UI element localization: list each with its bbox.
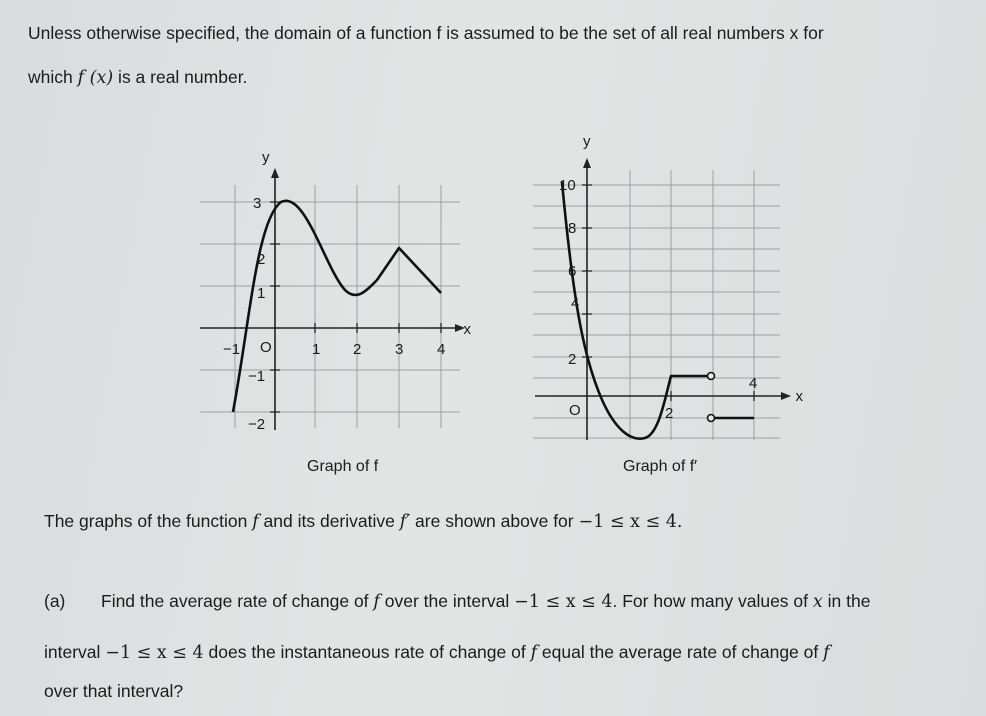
y-tick-label: 10 — [559, 177, 576, 194]
intro-text-1: Unless otherwise specified, the domain of a function f is assumed to be the set of all real numbers x for — [28, 23, 824, 43]
x-axis-label: x — [795, 388, 803, 405]
intro-text-2b: is a real number. — [113, 67, 248, 87]
f-symbol: f — [823, 643, 830, 663]
statement-text: are shown above for — [410, 511, 579, 531]
question-a-line-1-body — [101, 590, 870, 613]
x-tick-label: 3 — [395, 341, 404, 358]
x-tick-label: −1 — [223, 341, 241, 358]
axes — [200, 168, 465, 430]
x-symbol: x — [812, 592, 823, 612]
y-tick-label: 2 — [568, 351, 577, 368]
question-label: (a) — [44, 591, 66, 611]
origin-label: O — [569, 402, 581, 419]
y-tick-label: 2 — [257, 251, 266, 268]
y-axis-label: y — [583, 133, 591, 150]
question-a-line-2 — [44, 641, 830, 664]
question-text: . For how many values of — [612, 591, 813, 611]
intro-line-1 — [28, 22, 824, 44]
intro-line-2 — [28, 66, 247, 89]
origin-label: O — [260, 339, 272, 356]
x-axis-label: x — [463, 321, 471, 338]
question-text: does the instantaneous rate of change of — [203, 642, 531, 662]
open-endpoint — [708, 415, 715, 422]
f-prime-symbol: f′ — [399, 512, 411, 532]
question-a-line-1 — [44, 590, 65, 612]
f-symbol: f — [252, 512, 259, 532]
question-text: interval — [44, 642, 106, 662]
interval-expression: −1 ≤ x ≤ 4. — [578, 512, 683, 532]
interval-expression: −1 ≤ x ≤ 4 — [105, 643, 204, 663]
tick-marks — [582, 185, 754, 401]
y-tick-label: 4 — [571, 295, 580, 312]
y-tick-label: 6 — [568, 263, 577, 280]
x-tick-label: 2 — [665, 405, 674, 422]
question-text: Find the average rate of change of — [101, 591, 374, 611]
y-axis-label: y — [262, 149, 270, 166]
grid — [200, 185, 460, 428]
question-text: equal the average rate of change of — [537, 642, 824, 662]
statement-text: The graphs of the function — [44, 511, 253, 531]
statement-text: and its derivative — [258, 511, 400, 531]
question-text: over that interval? — [44, 681, 184, 701]
question-text: in the — [822, 591, 871, 611]
interval-expression: −1 ≤ x ≤ 4 — [514, 592, 613, 612]
x-tick-label: 4 — [749, 375, 758, 392]
question-a-line-3 — [44, 680, 183, 702]
statement-line — [44, 510, 682, 533]
curve-f-prime — [562, 182, 709, 439]
f-of-x-expression: f (x) — [77, 68, 114, 88]
graph-of-f — [195, 140, 470, 440]
graph-of-f-prime — [525, 128, 803, 446]
question-text: over the interval — [379, 591, 515, 611]
y-tick-label: 3 — [253, 195, 262, 212]
y-tick-label: 1 — [257, 285, 266, 302]
x-tick-label: 1 — [312, 341, 321, 358]
y-tick-label: 8 — [568, 220, 577, 237]
open-endpoint — [708, 373, 715, 380]
caption-graph-f-prime: Graph of f′ — [623, 458, 698, 475]
y-tick-label: −2 — [248, 416, 266, 433]
y-tick-label: −1 — [248, 368, 266, 385]
caption-graph-f: Graph of f — [307, 458, 379, 475]
f-symbol: f — [373, 592, 380, 612]
intro-text-2a: which — [28, 67, 78, 87]
f-symbol: f — [530, 643, 538, 663]
tick-marks — [270, 202, 441, 412]
x-tick-label: 2 — [353, 341, 362, 358]
x-tick-label: 4 — [437, 341, 446, 358]
